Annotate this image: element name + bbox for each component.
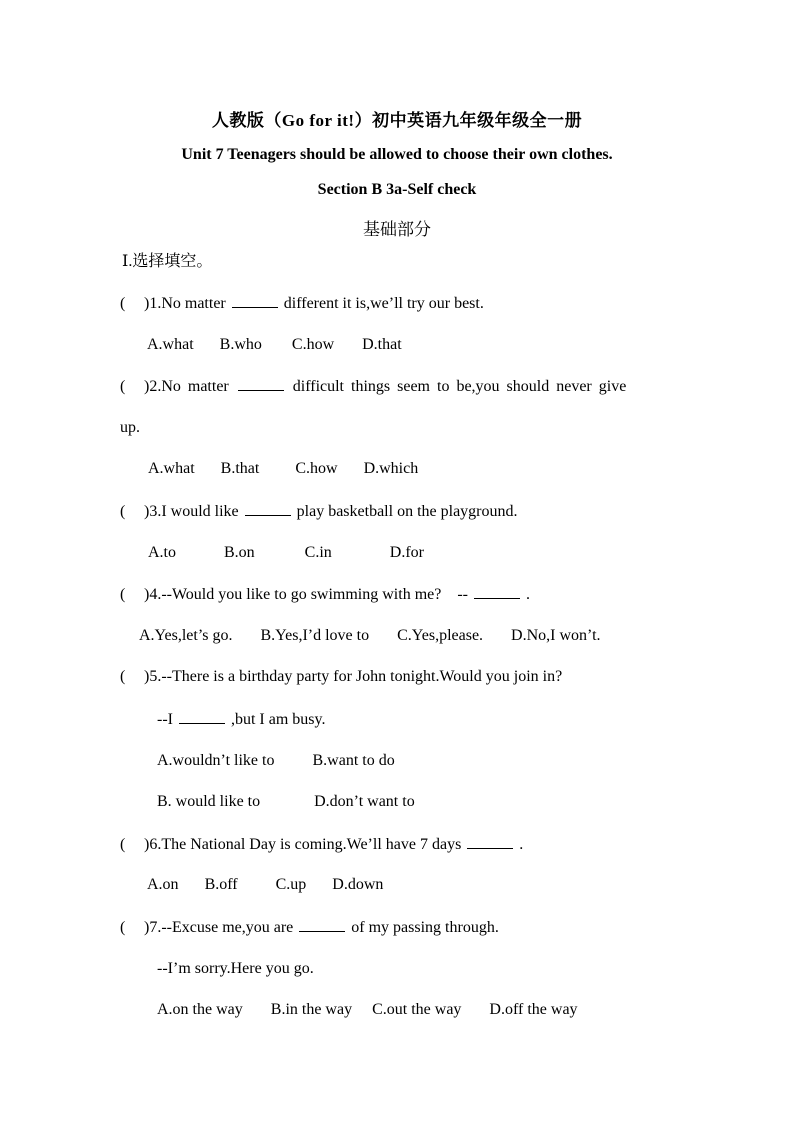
question-stem: )5.--There is a birthday party for John tonight.Would you join in? [144, 668, 563, 685]
document-title: 人教版（Go for it!）初中英语九年级年级全一册 [211, 111, 583, 130]
option-a: A.on the way [157, 1001, 243, 1018]
question-7 [120, 917, 499, 938]
option-d: D.No,I won’t. [511, 627, 601, 644]
question-2-continued: up. [120, 419, 140, 436]
answer-blank [245, 501, 291, 516]
response-start: --I [157, 711, 173, 728]
question-stem: )1.No matter [144, 295, 226, 312]
option-b: B.want to do [312, 752, 395, 769]
option-d: D.off the way [489, 1001, 578, 1018]
options-4 [139, 626, 601, 646]
option-d: D.which [363, 460, 419, 477]
question-5-response [157, 709, 326, 730]
question-stem-end: . [526, 586, 530, 603]
option-b: B.on [224, 544, 255, 561]
option-d: D.don’t want to [314, 793, 415, 810]
option-b-second: B. would like to [157, 793, 261, 810]
option-c: C.Yes,please. [397, 627, 484, 644]
question-stem-end: different it is,we’ll try our best. [283, 295, 484, 312]
option-a: A.to [148, 544, 176, 561]
answer-blank [474, 584, 520, 599]
question-4 [120, 584, 530, 605]
question-stem: )2.No matter [144, 378, 229, 395]
answer-paren: ( [120, 503, 126, 520]
answer-paren: ( [120, 378, 126, 395]
question-stem-end: . [519, 836, 524, 853]
question-stem-end: play basketball on the playground. [296, 503, 518, 520]
option-b: B.off [204, 876, 238, 893]
option-a: A.what [148, 460, 195, 477]
question-6 [120, 834, 523, 855]
options-5-row-1 [157, 751, 395, 771]
unit-title: Unit 7 Teenagers should be allowed to choose their own clothes. [181, 146, 613, 163]
option-d: D.down [332, 876, 384, 893]
option-a: A.what [147, 336, 194, 353]
answer-paren: ( [120, 836, 126, 853]
option-d: D.for [389, 544, 425, 561]
option-c: C.how [295, 460, 338, 477]
option-a: A.on [147, 876, 179, 893]
question-stem-end: difficult things seem to be,you should never give [292, 378, 627, 395]
options-6 [147, 875, 383, 895]
options-2 [148, 459, 418, 479]
option-b: B.Yes,I’d love to [260, 627, 370, 644]
option-c: C.up [275, 876, 307, 893]
option-c: C.out the way [372, 1001, 462, 1018]
answer-paren: ( [120, 295, 126, 312]
option-c: C.how [291, 336, 335, 353]
option-a: A.Yes,let’s go. [139, 627, 233, 644]
answer-blank [232, 293, 278, 308]
part-title: 基础部分 [363, 220, 431, 239]
question-7-response: --I’m sorry.Here you go. [157, 960, 314, 977]
question-3 [120, 501, 518, 522]
section-label: Ⅰ.选择填空。 [122, 253, 213, 270]
answer-blank [299, 917, 345, 932]
option-b: B.who [219, 336, 262, 353]
options-5-row-2 [157, 792, 415, 812]
options-3 [148, 543, 424, 563]
answer-blank [467, 834, 513, 849]
question-1 [120, 293, 484, 314]
option-c: C.in [304, 544, 332, 561]
question-stem: )7.--Excuse me,you are [144, 919, 294, 936]
answer-paren: ( [120, 919, 126, 936]
question-stem: )3.I would like [144, 503, 239, 520]
answer-paren: ( [120, 586, 126, 603]
option-d: D.that [362, 336, 402, 353]
response-end: ,but I am busy. [230, 711, 326, 728]
options-7 [157, 1000, 578, 1020]
question-stem: )4.--Would you like to go swimming with me? -- [144, 586, 468, 603]
option-a: A.wouldn’t like to [157, 752, 275, 769]
answer-blank [179, 709, 225, 724]
answer-paren: ( [120, 668, 126, 685]
section-title: Section B 3a-Self check [317, 181, 477, 198]
option-b: B.that [220, 460, 260, 477]
question-2 [120, 376, 626, 397]
option-b: B.in the way [270, 1001, 353, 1018]
question-5 [120, 667, 562, 687]
options-1 [147, 335, 402, 355]
question-stem: )6.The National Day is coming.We’ll have 7 days [144, 836, 462, 853]
question-stem-end: of my passing through. [351, 919, 499, 936]
answer-blank [238, 376, 284, 391]
